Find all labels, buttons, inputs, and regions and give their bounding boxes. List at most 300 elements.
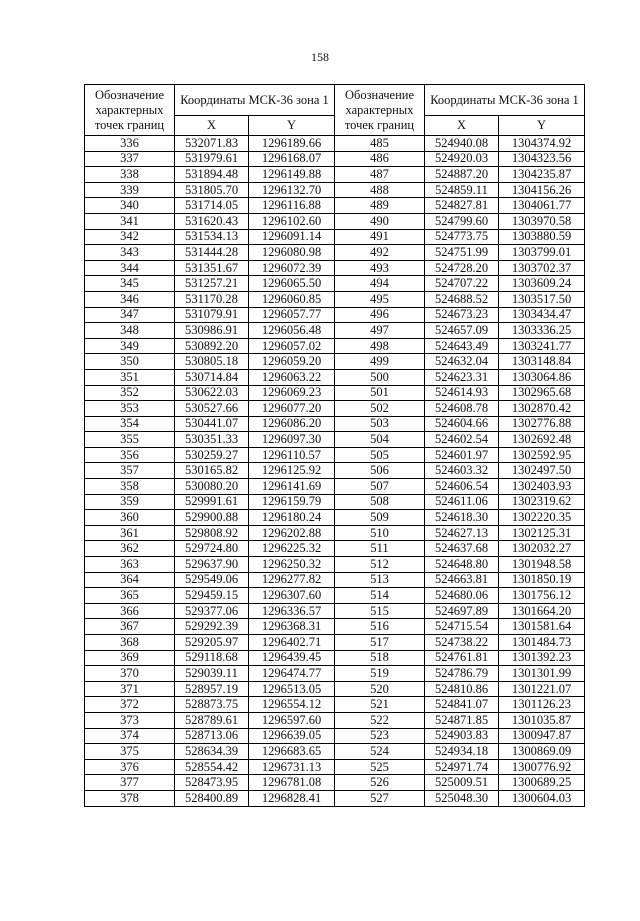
- y-coord-cell: 1301035.87: [499, 712, 585, 728]
- x-coord-cell: 529118.68: [175, 650, 249, 666]
- y-coord-cell: 1296439.45: [249, 650, 335, 666]
- x-coord-cell: 524606.54: [425, 479, 499, 495]
- x-coord-cell: 528789.61: [175, 712, 249, 728]
- point-id-cell: 376: [85, 759, 175, 775]
- point-id-cell: 363: [85, 557, 175, 573]
- table-row: [85, 790, 585, 806]
- table-row: [85, 697, 585, 713]
- x-coord-cell: 524657.09: [425, 323, 499, 339]
- x-coord-cell: 529292.39: [175, 619, 249, 635]
- y-coord-cell: 1304323.56: [499, 151, 585, 167]
- point-id-cell: 352: [85, 385, 175, 401]
- x-coord-cell: 529205.97: [175, 635, 249, 651]
- point-id-cell: 493: [335, 260, 425, 276]
- y-coord-cell: 1301850.19: [499, 572, 585, 588]
- x-coord-cell: 531079.91: [175, 307, 249, 323]
- x-coord-cell: 524871.85: [425, 712, 499, 728]
- y-coord-cell: 1303880.59: [499, 229, 585, 245]
- x-coord-cell: 524859.11: [425, 182, 499, 198]
- y-coord-cell: 1296072.39: [249, 260, 335, 276]
- point-id-cell: 349: [85, 338, 175, 354]
- table-row: [85, 369, 585, 385]
- x-coord-cell: 528957.19: [175, 681, 249, 697]
- y-coord-cell: 1296060.85: [249, 291, 335, 307]
- y-coord-cell: 1300947.87: [499, 728, 585, 744]
- y-coord-cell: 1302497.50: [499, 463, 585, 479]
- point-id-cell: 508: [335, 494, 425, 510]
- point-id-cell: 485: [335, 136, 425, 152]
- point-id-cell: 367: [85, 619, 175, 635]
- x-coord-cell: 531257.21: [175, 276, 249, 292]
- point-id-cell: 501: [335, 385, 425, 401]
- x-coord-cell: 529549.06: [175, 572, 249, 588]
- y-coord-cell: 1302692.48: [499, 432, 585, 448]
- coordinates-table: [84, 84, 585, 807]
- y-coord-cell: 1296513.05: [249, 681, 335, 697]
- point-header-right: Обозначение характерных точек границ: [335, 85, 425, 136]
- coords-header-left: Координаты МСК-36 зона 1: [175, 85, 335, 116]
- y-coord-cell: 1296149.88: [249, 167, 335, 183]
- point-id-cell: 487: [335, 167, 425, 183]
- point-id-cell: 337: [85, 151, 175, 167]
- y-coord-cell: 1303241.77: [499, 338, 585, 354]
- y-coord-cell: 1303064.86: [499, 369, 585, 385]
- table-row: [85, 510, 585, 526]
- point-id-cell: 336: [85, 136, 175, 152]
- x-coord-cell: 531170.28: [175, 291, 249, 307]
- coords-header-right: Координаты МСК-36 зона 1: [425, 85, 585, 116]
- table-row: [85, 245, 585, 261]
- y-coord-cell: 1296731.13: [249, 759, 335, 775]
- y-coord-cell: 1302032.27: [499, 541, 585, 557]
- point-id-cell: 505: [335, 447, 425, 463]
- point-id-cell: 525: [335, 759, 425, 775]
- y-coord-cell: 1296597.60: [249, 712, 335, 728]
- point-id-cell: 491: [335, 229, 425, 245]
- point-id-cell: 527: [335, 790, 425, 806]
- y-coord-cell: 1304156.26: [499, 182, 585, 198]
- x-coord-cell: 529724.80: [175, 541, 249, 557]
- x-coord-cell: 529039.11: [175, 666, 249, 682]
- y-coord-cell: 1296110.57: [249, 447, 335, 463]
- point-id-cell: 361: [85, 525, 175, 541]
- point-id-cell: 510: [335, 525, 425, 541]
- x-coord-cell: 524773.75: [425, 229, 499, 245]
- point-id-cell: 364: [85, 572, 175, 588]
- point-id-cell: 342: [85, 229, 175, 245]
- x-coord-cell: 531979.61: [175, 151, 249, 167]
- y-coord-cell: 1304235.87: [499, 167, 585, 183]
- x-coord-cell: 524786.79: [425, 666, 499, 682]
- x-coord-cell: 524663.81: [425, 572, 499, 588]
- y-coord-cell: 1296307.60: [249, 588, 335, 604]
- point-id-cell: 372: [85, 697, 175, 713]
- y-coord-cell: 1296091.14: [249, 229, 335, 245]
- x-coord-cell: 529991.61: [175, 494, 249, 510]
- x-coord-cell: 524810.86: [425, 681, 499, 697]
- x-coord-cell: 524614.93: [425, 385, 499, 401]
- y-coord-cell: 1302125.31: [499, 525, 585, 541]
- y-coord-cell: 1296402.71: [249, 635, 335, 651]
- table-row: [85, 666, 585, 682]
- point-id-cell: 526: [335, 775, 425, 791]
- point-id-cell: 521: [335, 697, 425, 713]
- point-id-cell: 519: [335, 666, 425, 682]
- table-row: [85, 712, 585, 728]
- point-id-cell: 377: [85, 775, 175, 791]
- x-coord-cell: 524688.52: [425, 291, 499, 307]
- y-coord-cell: 1296159.79: [249, 494, 335, 510]
- point-id-cell: 369: [85, 650, 175, 666]
- point-id-cell: 346: [85, 291, 175, 307]
- y-coord-cell: 1303970.58: [499, 213, 585, 229]
- point-id-cell: 516: [335, 619, 425, 635]
- table-row: [85, 198, 585, 214]
- y-coord-cell: 1296168.07: [249, 151, 335, 167]
- x-coord-cell: 524648.80: [425, 557, 499, 573]
- point-id-cell: 511: [335, 541, 425, 557]
- x-coord-cell: 532071.83: [175, 136, 249, 152]
- point-id-cell: 355: [85, 432, 175, 448]
- point-id-cell: 500: [335, 369, 425, 385]
- y-coord-cell: 1303336.25: [499, 323, 585, 339]
- table-row: [85, 167, 585, 183]
- point-id-cell: 368: [85, 635, 175, 651]
- y-coord-cell: 1296065.50: [249, 276, 335, 292]
- y-coord-cell: 1296180.24: [249, 510, 335, 526]
- point-id-cell: 338: [85, 167, 175, 183]
- point-id-cell: 358: [85, 479, 175, 495]
- point-id-cell: 509: [335, 510, 425, 526]
- x-coord-cell: 524728.20: [425, 260, 499, 276]
- y-coord-cell: 1301948.58: [499, 557, 585, 573]
- point-id-cell: 488: [335, 182, 425, 198]
- table-row: [85, 681, 585, 697]
- point-id-cell: 522: [335, 712, 425, 728]
- table-row: [85, 136, 585, 152]
- table-row: [85, 260, 585, 276]
- point-id-cell: 357: [85, 463, 175, 479]
- x-coord-cell: 528554.42: [175, 759, 249, 775]
- table-row: [85, 588, 585, 604]
- y-coord-cell: 1303434.47: [499, 307, 585, 323]
- table-row: [85, 635, 585, 651]
- x-coord-cell: 528473.95: [175, 775, 249, 791]
- point-id-cell: 499: [335, 354, 425, 370]
- table-body: [85, 136, 585, 807]
- x-coord-cell: 524761.81: [425, 650, 499, 666]
- point-id-cell: 506: [335, 463, 425, 479]
- x-coord-cell: 528873.75: [175, 697, 249, 713]
- point-id-cell: 507: [335, 479, 425, 495]
- table-row: [85, 619, 585, 635]
- x-coord-cell: 530527.66: [175, 401, 249, 417]
- y-coord-cell: 1296057.02: [249, 338, 335, 354]
- table-row: [85, 541, 585, 557]
- x-coord-cell: 531894.48: [175, 167, 249, 183]
- y-header-left: Y: [249, 116, 335, 136]
- y-coord-cell: 1296086.20: [249, 416, 335, 432]
- point-id-cell: 492: [335, 245, 425, 261]
- point-id-cell: 512: [335, 557, 425, 573]
- table-row: [85, 432, 585, 448]
- y-coord-cell: 1296639.05: [249, 728, 335, 744]
- x-coord-cell: 524971.74: [425, 759, 499, 775]
- y-coord-cell: 1296056.48: [249, 323, 335, 339]
- y-coord-cell: 1301126.23: [499, 697, 585, 713]
- x-coord-cell: 524602.54: [425, 432, 499, 448]
- x-coord-cell: 524680.06: [425, 588, 499, 604]
- table-row: [85, 354, 585, 370]
- x-coord-cell: 524618.30: [425, 510, 499, 526]
- x-coord-cell: 524611.06: [425, 494, 499, 510]
- point-id-cell: 503: [335, 416, 425, 432]
- y-coord-cell: 1296102.60: [249, 213, 335, 229]
- x-coord-cell: 524903.83: [425, 728, 499, 744]
- y-coord-cell: 1296125.92: [249, 463, 335, 479]
- y-coord-cell: 1300689.25: [499, 775, 585, 791]
- y-coord-cell: 1304061.77: [499, 198, 585, 214]
- table-row: [85, 494, 585, 510]
- y-coord-cell: 1300604.03: [499, 790, 585, 806]
- y-coord-cell: 1296097.30: [249, 432, 335, 448]
- point-id-cell: 366: [85, 603, 175, 619]
- x-header-left: X: [175, 116, 249, 136]
- point-id-cell: 362: [85, 541, 175, 557]
- y-coord-cell: 1296189.66: [249, 136, 335, 152]
- x-coord-cell: 524841.07: [425, 697, 499, 713]
- point-id-cell: 517: [335, 635, 425, 651]
- table-row: [85, 650, 585, 666]
- x-coord-cell: 524697.89: [425, 603, 499, 619]
- x-coord-cell: 529459.15: [175, 588, 249, 604]
- point-id-cell: 356: [85, 447, 175, 463]
- point-id-cell: 339: [85, 182, 175, 198]
- point-id-cell: 520: [335, 681, 425, 697]
- x-coord-cell: 524608.78: [425, 401, 499, 417]
- table-row: [85, 291, 585, 307]
- x-coord-cell: 525048.30: [425, 790, 499, 806]
- y-coord-cell: 1296080.98: [249, 245, 335, 261]
- point-id-cell: 494: [335, 276, 425, 292]
- point-id-cell: 374: [85, 728, 175, 744]
- x-coord-cell: 530714.84: [175, 369, 249, 385]
- point-id-cell: 498: [335, 338, 425, 354]
- point-id-cell: 350: [85, 354, 175, 370]
- x-coord-cell: 531714.05: [175, 198, 249, 214]
- y-coord-cell: 1296116.88: [249, 198, 335, 214]
- x-coord-cell: 524601.97: [425, 447, 499, 463]
- point-id-cell: 344: [85, 260, 175, 276]
- point-id-cell: 347: [85, 307, 175, 323]
- point-id-cell: 354: [85, 416, 175, 432]
- y-coord-cell: 1300776.92: [499, 759, 585, 775]
- point-id-cell: 515: [335, 603, 425, 619]
- point-id-cell: 348: [85, 323, 175, 339]
- table-row: [85, 416, 585, 432]
- y-coord-cell: 1296250.32: [249, 557, 335, 573]
- table-row: [85, 775, 585, 791]
- y-coord-cell: 1301756.12: [499, 588, 585, 604]
- point-id-cell: 373: [85, 712, 175, 728]
- table-row: [85, 323, 585, 339]
- table-row: [85, 728, 585, 744]
- point-id-cell: 524: [335, 744, 425, 760]
- point-id-cell: 351: [85, 369, 175, 385]
- y-coord-cell: 1296059.20: [249, 354, 335, 370]
- y-coord-cell: 1296063.22: [249, 369, 335, 385]
- y-coord-cell: 1301221.07: [499, 681, 585, 697]
- x-coord-cell: 529900.88: [175, 510, 249, 526]
- y-coord-cell: 1296225.32: [249, 541, 335, 557]
- y-coord-cell: 1302220.35: [499, 510, 585, 526]
- page-number: 158: [311, 50, 329, 64]
- y-coord-cell: 1296141.69: [249, 479, 335, 495]
- y-coord-cell: 1296077.20: [249, 401, 335, 417]
- point-id-cell: 497: [335, 323, 425, 339]
- x-coord-cell: 524799.60: [425, 213, 499, 229]
- table-row: [85, 307, 585, 323]
- y-coord-cell: 1302870.42: [499, 401, 585, 417]
- table-row: [85, 385, 585, 401]
- x-coord-cell: 530892.20: [175, 338, 249, 354]
- table-row: [85, 572, 585, 588]
- y-coord-cell: 1301581.64: [499, 619, 585, 635]
- point-header-left: Обозначение характерных точек границ: [85, 85, 175, 136]
- x-coord-cell: 524603.32: [425, 463, 499, 479]
- x-coord-cell: 530622.03: [175, 385, 249, 401]
- y-coord-cell: 1296132.70: [249, 182, 335, 198]
- x-coord-cell: 530441.07: [175, 416, 249, 432]
- y-coord-cell: 1302965.68: [499, 385, 585, 401]
- table-row: [85, 151, 585, 167]
- y-coord-cell: 1296828.41: [249, 790, 335, 806]
- x-coord-cell: 529637.90: [175, 557, 249, 573]
- y-coord-cell: 1302403.93: [499, 479, 585, 495]
- x-coord-cell: 531805.70: [175, 182, 249, 198]
- point-id-cell: 343: [85, 245, 175, 261]
- y-coord-cell: 1301484.73: [499, 635, 585, 651]
- y-coord-cell: 1296368.31: [249, 619, 335, 635]
- point-id-cell: 353: [85, 401, 175, 417]
- table-row: [85, 213, 585, 229]
- y-coord-cell: 1296336.57: [249, 603, 335, 619]
- x-coord-cell: 524887.20: [425, 167, 499, 183]
- y-coord-cell: 1302592.95: [499, 447, 585, 463]
- point-id-cell: 486: [335, 151, 425, 167]
- x-coord-cell: 530165.82: [175, 463, 249, 479]
- table-row: [85, 401, 585, 417]
- y-coord-cell: 1296474.77: [249, 666, 335, 682]
- y-coord-cell: 1301392.23: [499, 650, 585, 666]
- x-coord-cell: 529377.06: [175, 603, 249, 619]
- y-coord-cell: 1303702.37: [499, 260, 585, 276]
- x-coord-cell: 530259.27: [175, 447, 249, 463]
- point-id-cell: 496: [335, 307, 425, 323]
- y-coord-cell: 1300869.09: [499, 744, 585, 760]
- table-row: [85, 557, 585, 573]
- point-id-cell: 490: [335, 213, 425, 229]
- y-coord-cell: 1296057.77: [249, 307, 335, 323]
- x-coord-cell: 524623.31: [425, 369, 499, 385]
- x-coord-cell: 530986.91: [175, 323, 249, 339]
- y-coord-cell: 1301664.20: [499, 603, 585, 619]
- x-coord-cell: 524632.04: [425, 354, 499, 370]
- table-row: [85, 479, 585, 495]
- point-id-cell: 514: [335, 588, 425, 604]
- y-coord-cell: 1304374.92: [499, 136, 585, 152]
- point-id-cell: 378: [85, 790, 175, 806]
- y-coord-cell: 1303799.01: [499, 245, 585, 261]
- table-row: [85, 182, 585, 198]
- x-coord-cell: 531351.67: [175, 260, 249, 276]
- point-id-cell: 360: [85, 510, 175, 526]
- y-coord-cell: 1296202.88: [249, 525, 335, 541]
- x-coord-cell: 524627.13: [425, 525, 499, 541]
- x-coord-cell: 528634.39: [175, 744, 249, 760]
- x-coord-cell: 524643.49: [425, 338, 499, 354]
- point-id-cell: 365: [85, 588, 175, 604]
- y-coord-cell: 1296277.82: [249, 572, 335, 588]
- point-id-cell: 341: [85, 213, 175, 229]
- y-coord-cell: 1296069.23: [249, 385, 335, 401]
- table-row: [85, 338, 585, 354]
- x-coord-cell: 524934.18: [425, 744, 499, 760]
- x-coord-cell: 530351.33: [175, 432, 249, 448]
- y-coord-cell: 1302776.88: [499, 416, 585, 432]
- y-coord-cell: 1301301.99: [499, 666, 585, 682]
- y-coord-cell: 1303609.24: [499, 276, 585, 292]
- y-coord-cell: 1303517.50: [499, 291, 585, 307]
- x-coord-cell: 524604.66: [425, 416, 499, 432]
- x-coord-cell: 528713.06: [175, 728, 249, 744]
- table-row: [85, 229, 585, 245]
- table-row: [85, 463, 585, 479]
- x-coord-cell: 524707.22: [425, 276, 499, 292]
- table-row: [85, 744, 585, 760]
- point-id-cell: 518: [335, 650, 425, 666]
- x-coord-cell: 530805.18: [175, 354, 249, 370]
- x-coord-cell: 524738.22: [425, 635, 499, 651]
- point-id-cell: 513: [335, 572, 425, 588]
- y-header-right: Y: [499, 116, 585, 136]
- x-coord-cell: 524751.99: [425, 245, 499, 261]
- y-coord-cell: 1302319.62: [499, 494, 585, 510]
- table-row: [85, 759, 585, 775]
- x-coord-cell: 530080.20: [175, 479, 249, 495]
- y-coord-cell: 1303148.84: [499, 354, 585, 370]
- y-coord-cell: 1296781.08: [249, 775, 335, 791]
- point-id-cell: 370: [85, 666, 175, 682]
- x-header-right: X: [425, 116, 499, 136]
- x-coord-cell: 524920.03: [425, 151, 499, 167]
- point-id-cell: 359: [85, 494, 175, 510]
- x-coord-cell: 525009.51: [425, 775, 499, 791]
- x-coord-cell: 529808.92: [175, 525, 249, 541]
- x-coord-cell: 524637.68: [425, 541, 499, 557]
- x-coord-cell: 531534.13: [175, 229, 249, 245]
- point-id-cell: 375: [85, 744, 175, 760]
- point-id-cell: 504: [335, 432, 425, 448]
- x-coord-cell: 524940.08: [425, 136, 499, 152]
- point-id-cell: 345: [85, 276, 175, 292]
- x-coord-cell: 524827.81: [425, 198, 499, 214]
- point-id-cell: 340: [85, 198, 175, 214]
- point-id-cell: 489: [335, 198, 425, 214]
- table-row: [85, 603, 585, 619]
- point-id-cell: 523: [335, 728, 425, 744]
- y-coord-cell: 1296554.12: [249, 697, 335, 713]
